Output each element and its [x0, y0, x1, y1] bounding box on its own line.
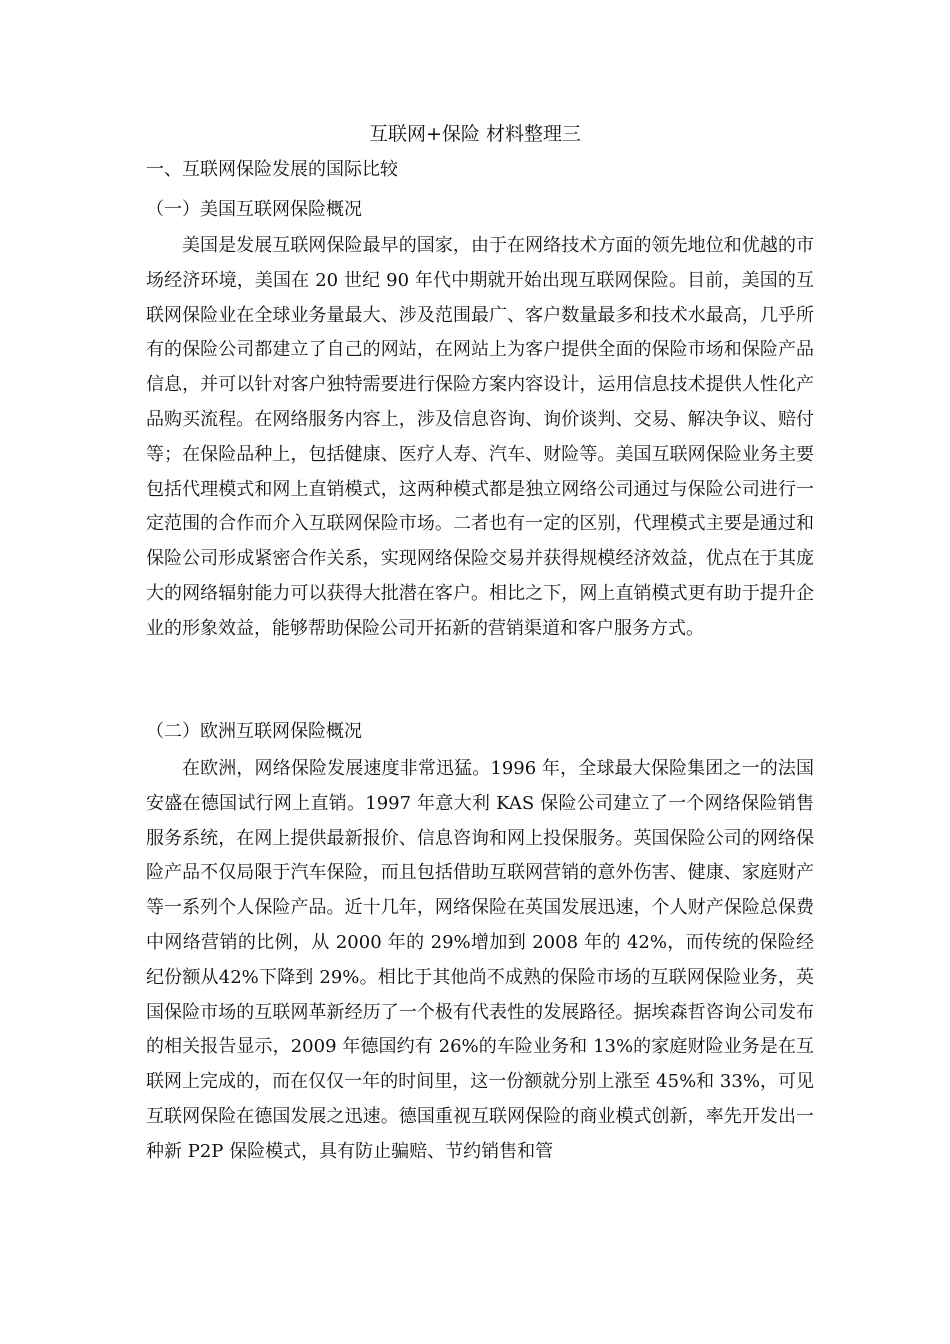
section-heading: 一、互联网保险发展的国际比较: [146, 159, 398, 180]
subsection-heading-usa: （一）美国互联网保险概况: [146, 199, 362, 220]
subsection-heading-europe: （二）欧洲互联网保险概况: [146, 721, 362, 742]
paragraph-europe: 在欧洲，网络保险发展速度非常迅猛。1996 年，全球最大保险集团之一的法国安盛在德国试行网上直销。1997 年意大利 KAS 保险公司建立了一个网络保险销售服务系统，在网上提供最新报价、信息咨询和网上投保服务。英国保险公司的网络保险产品不仅局限于汽车保险，而且包括借助互联网营销的意外伤害、健康、家庭财产等一系列个人保险产品。近十几年，网络保险在英国发展迅速，个人财产保险总保费中网络营销的比例，从 2000 年的 29%增加到 2008 年的 42%，而传统的保险经纪份额从42%下降到 29%。相比于其他尚不成熟的保险市场的互联网保险业务，英国保险市场的互联网革新经历了一个极有代表性的发展路径。据埃森哲咨询公司发布的相关报告显示，2009 年德国约有 26%的车险业务和 13%的家庭财险业务是在互联网上完成的，而在仅仅一年的时间里，这一份额就分别上涨至 45%和 33%，可见互联网保险在德国发展之迅速。德国重视互联网保险的商业模式创新，率先开发出一种新 P2P 保险模式，具有防止骗赔、节约销售和管: [146, 758, 814, 1162]
paragraph-usa: 美国是发展互联网保险最早的国家，由于在网络技术方面的领先地位和优越的市场经济环境，美国在 20 世纪 90 年代中期就开始出现互联网保险。目前，美国的互联网保险业在全球业务量最大、涉及范围最广、客户数量最多和技术水最高，几乎所有的保险公司都建立了自己的网站，在网站上为客户提供全面的保险市场和保险产品信息，并可以针对客户独特需要进行保险方案内容设计，运用信息技术提供人性化产品购买流程。在网络服务内容上，涉及信息咨询、询价谈判、交易、解决争议、赔付等；在保险品种上，包括健康、医疗人寿、汽车、财险等。美国互联网保险业务主要包括代理模式和网上直销模式，这两种模式都是独立网络公司通过与保险公司进行一定范围的合作而介入互联网保险市场。二者也有一定的区别，代理模式主要是通过和保险公司形成紧密合作关系，实现网络保险交易并获得规模经济效益，优点在于其庞大的网络辐射能力可以获得大批潜在客户。相比之下，网上直销模式更有助于提升企业的形象效益，能够帮助保险公司开拓新的营销渠道和客户服务方式。: [146, 235, 814, 639]
document-title: 互联网+保险 材料整理三: [369, 123, 581, 145]
